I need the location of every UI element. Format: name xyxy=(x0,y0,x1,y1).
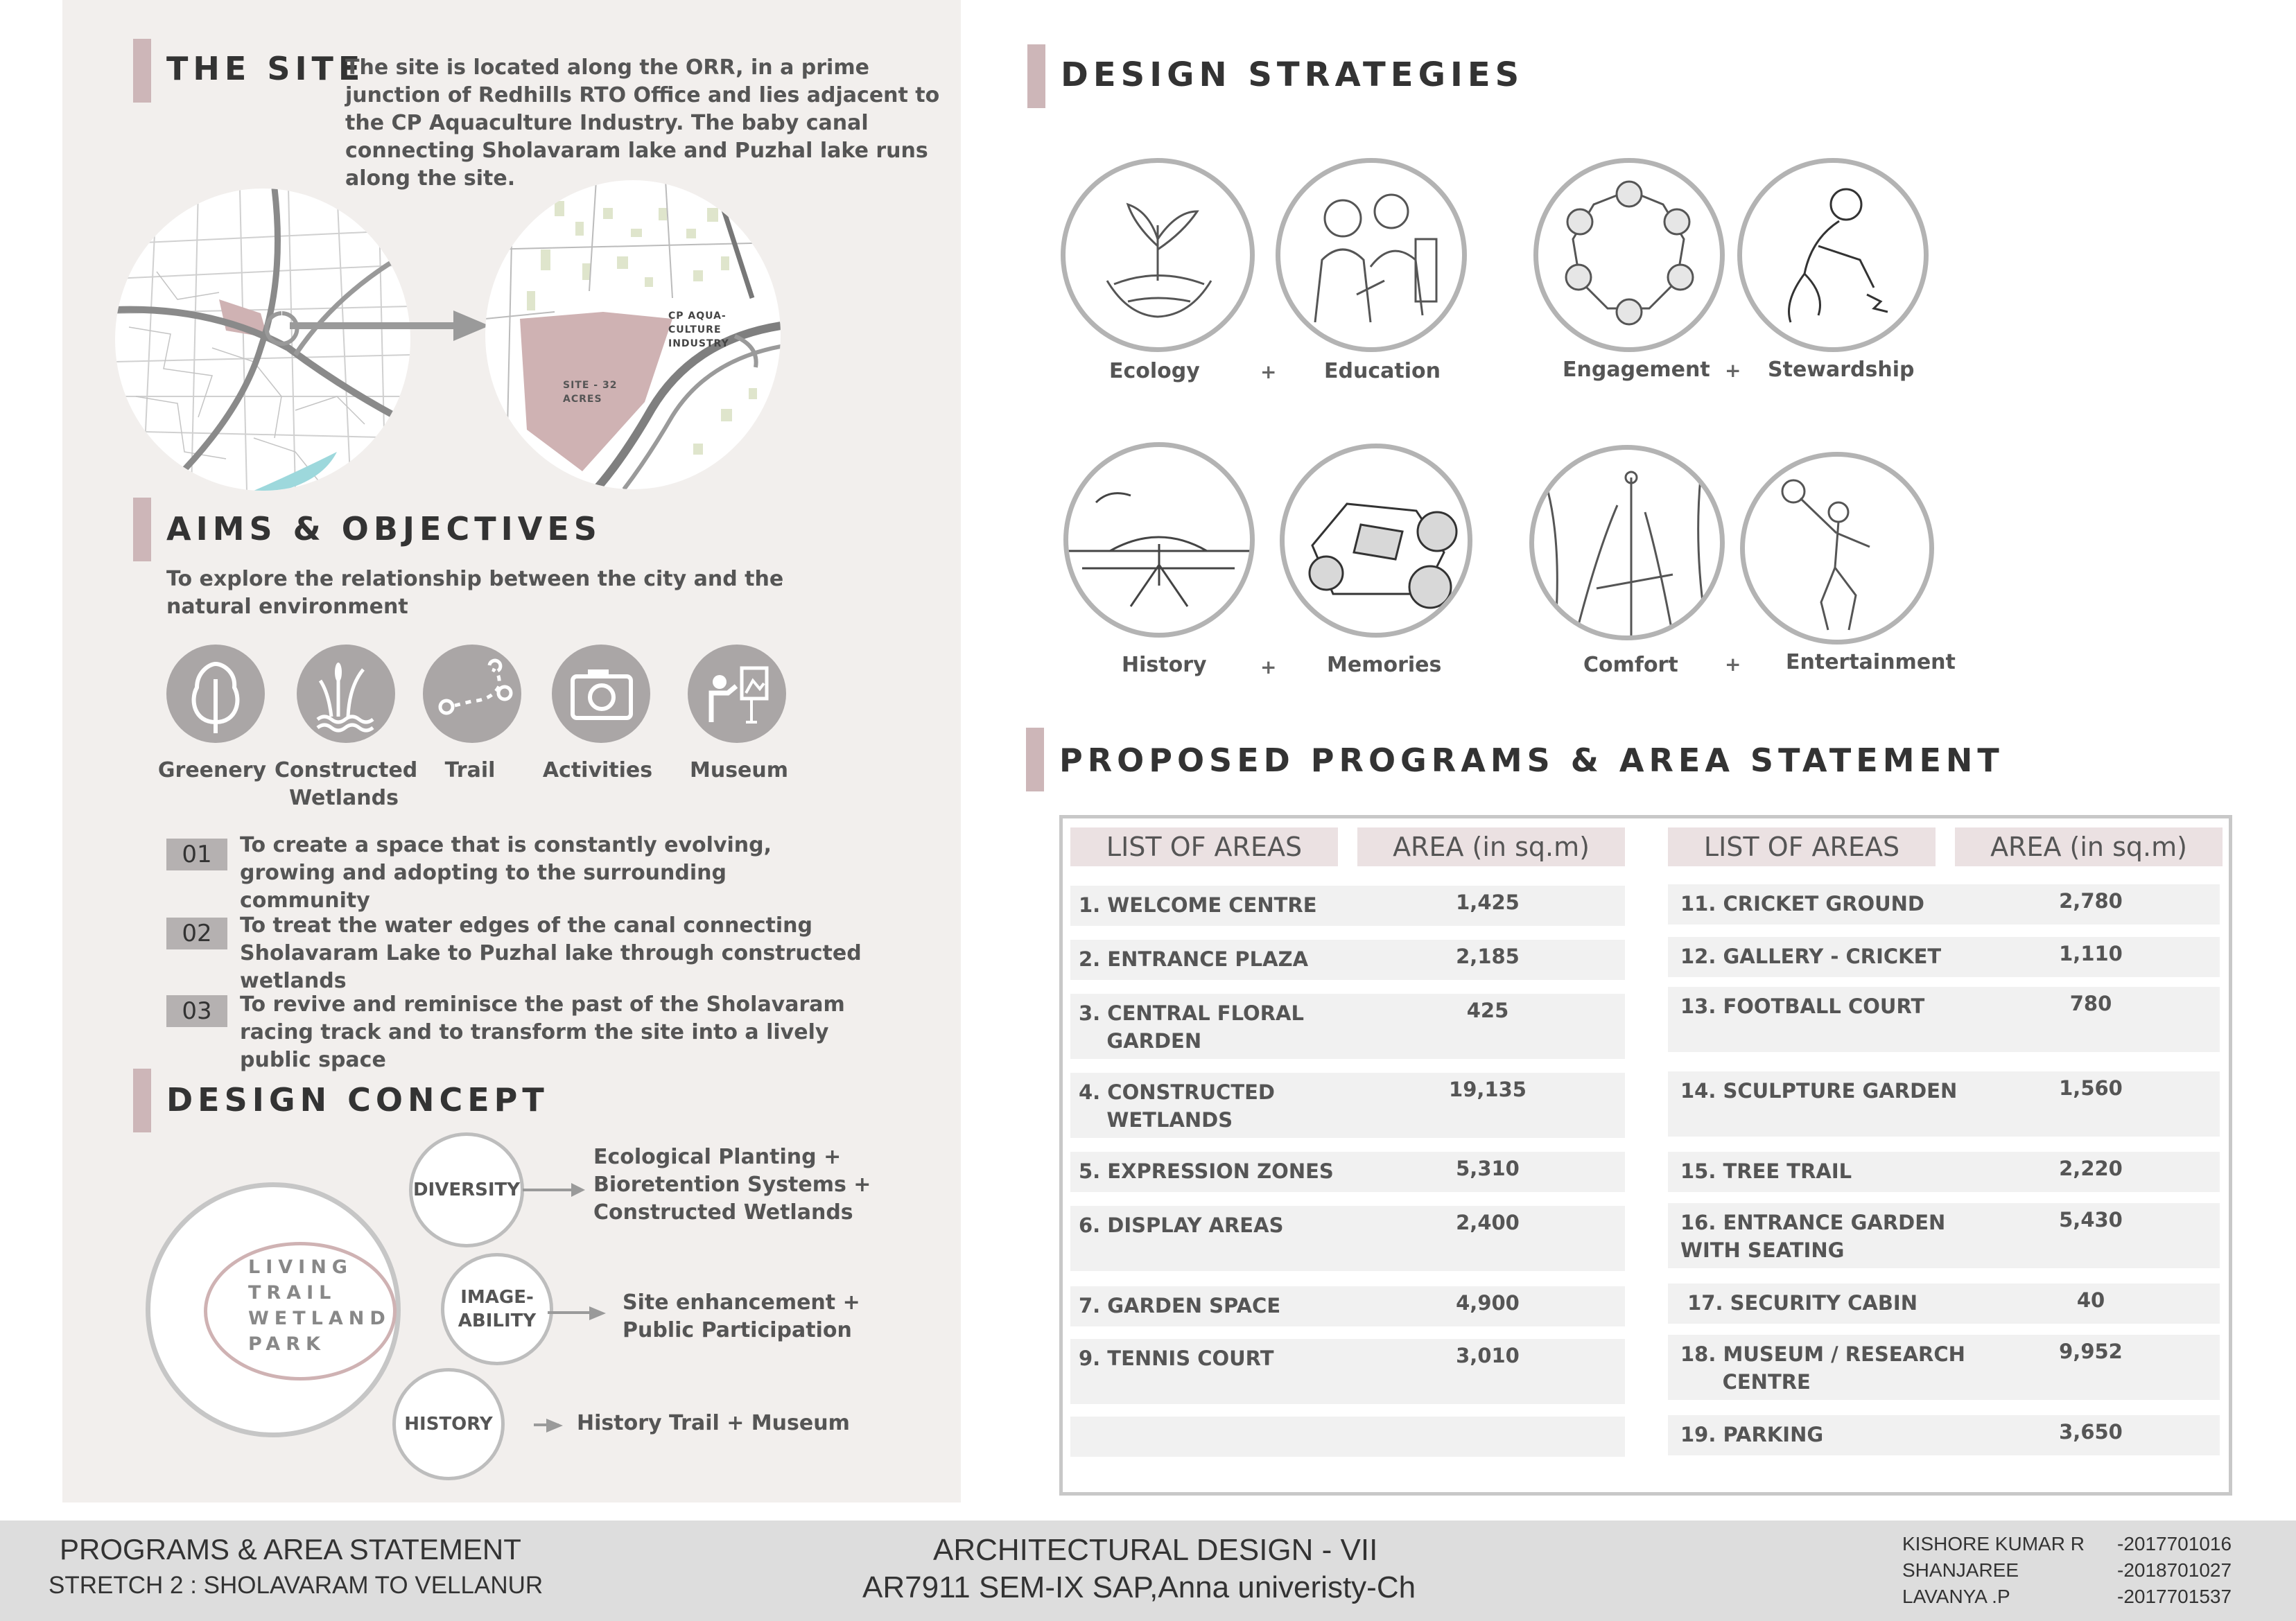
strategy-label-comfort: Comfort xyxy=(1583,653,1678,677)
museum-icon xyxy=(688,645,786,743)
area-value: 5,430 xyxy=(2059,1208,2123,1232)
concept-title: DESIGN CONCEPT xyxy=(166,1081,549,1119)
team-member-id: -2018701027 xyxy=(2117,1559,2232,1581)
concept-text-imageability: Site enhancement + Public Participation xyxy=(623,1290,860,1342)
area-value: 1,425 xyxy=(1456,891,1520,914)
section-accent-bar xyxy=(133,1069,151,1132)
arrow-right-icon xyxy=(543,1418,571,1433)
area-name: 5. EXPRESSION ZONES xyxy=(1079,1159,1334,1183)
section-accent-bar xyxy=(133,498,151,561)
concept-arrows xyxy=(513,1171,596,1448)
aims-intro: To explore the relationship between the city and the natural environment xyxy=(166,567,784,619)
concept-text-history: History Trail + Museum xyxy=(577,1411,850,1435)
strategies-title: DESIGN STRATEGIES xyxy=(1061,55,1524,94)
area-name: 17. SECURITY CABIN xyxy=(1680,1291,1917,1315)
team-member-name: LAVANYA .P xyxy=(1902,1586,2010,1607)
objective-number: 03 xyxy=(166,995,227,1027)
objective-number: 01 xyxy=(166,839,227,870)
area-name: 9. TENNIS COURT xyxy=(1079,1347,1274,1370)
footer-center-title: ARCHITECTURAL DESIGN - VII xyxy=(933,1533,1378,1567)
aim-label-museum: Museum xyxy=(689,758,789,782)
area-name: 6. DISPLAY AREAS xyxy=(1079,1213,1284,1237)
area-name: 13. FOOTBALL COURT xyxy=(1680,994,1925,1018)
area-value: 40 xyxy=(2076,1288,2105,1312)
area-value: 2,220 xyxy=(2059,1157,2123,1180)
area-value: 2,185 xyxy=(1456,945,1520,968)
area-value: 3,650 xyxy=(2059,1420,2123,1444)
area-name: 7. GARDEN SPACE xyxy=(1079,1294,1281,1317)
area-name: 14. SCULPTURE GARDEN xyxy=(1680,1079,1958,1103)
plant-hands-icon xyxy=(1061,158,1255,352)
area-value: 425 xyxy=(1466,999,1509,1022)
area-name: 2. ENTRANCE PLAZA xyxy=(1079,947,1309,971)
concept-node-diversity: DIVERSITY xyxy=(409,1132,524,1247)
area-name: 1. WELCOME CENTRE xyxy=(1079,893,1317,917)
arrow-right-icon xyxy=(586,1306,614,1321)
concept-node-imageability: IMAGE- ABILITY xyxy=(441,1253,553,1365)
area-value: 1,110 xyxy=(2059,942,2123,965)
map-label-site: SITE - 32 ACRES xyxy=(563,380,618,405)
area-value: 9,952 xyxy=(2059,1340,2123,1363)
objective-text: To create a space that is constantly evolving, growing and adopting to the surrounding community xyxy=(240,833,772,913)
column-header-size: AREA (in sq.m) xyxy=(1357,827,1625,866)
strategy-label-entertainment: Entertainment xyxy=(1786,650,1956,674)
area-value: 4,900 xyxy=(1456,1291,1520,1315)
camera-icon xyxy=(552,645,650,743)
footer-center-subtitle: AR7911 SEM-IX SAP,Anna univeristy-Ch xyxy=(862,1570,1416,1604)
objective-number: 02 xyxy=(166,918,227,949)
plus-sign: + xyxy=(1725,653,1741,676)
strategy-label-history: History xyxy=(1122,653,1207,677)
map-arrow-icon xyxy=(290,305,491,350)
team-member-name: SHANJAREE xyxy=(1902,1559,2019,1581)
tree-icon xyxy=(166,645,265,743)
trail-icon xyxy=(423,645,521,743)
team-member-id: -2017701537 xyxy=(2117,1586,2232,1607)
area-name: 3. CENTRAL FLORAL GARDEN xyxy=(1079,1001,1304,1053)
area-value: 1,560 xyxy=(2059,1076,2123,1100)
footer-left-subtitle: STRETCH 2 : SHOLAVARAM TO VELLANUR xyxy=(49,1572,543,1599)
footer-left-title: PROGRAMS & AREA STATEMENT xyxy=(60,1533,521,1566)
aims-title: AIMS & OBJECTIVES xyxy=(166,510,602,547)
area-name: 19. PARKING xyxy=(1680,1423,1824,1446)
concept-node-history: HISTORY xyxy=(392,1368,505,1480)
area-value: 3,010 xyxy=(1456,1344,1520,1367)
site-description: The site is located along the ORR, in a prime junction of Redhills RTO Office and lies adjacent to the CP Aquaculture Industry. The baby canal connecting Sholavaram lake and Puzhal lake runs along the site. xyxy=(345,55,940,191)
area-name: 18. MUSEUM / RESEARCH CENTRE xyxy=(1680,1342,1965,1394)
table-row xyxy=(1070,1417,1625,1457)
concept-center-label: LIVING TRAIL WETLAND PARK xyxy=(248,1256,391,1355)
area-value: 5,310 xyxy=(1456,1157,1520,1180)
area-value: 780 xyxy=(2069,992,2112,1015)
area-name: 16. ENTRANCE GARDEN WITH SEATING xyxy=(1680,1211,1946,1262)
area-name: 12. GALLERY - CRICKET xyxy=(1680,945,1942,968)
park-path-icon xyxy=(1529,445,1725,640)
area-name: 4. CONSTRUCTED WETLANDS xyxy=(1079,1080,1275,1132)
strategy-label-ecology: Ecology xyxy=(1109,359,1200,383)
plus-sign: + xyxy=(1260,656,1277,678)
site-map xyxy=(485,180,781,489)
basketball-player-icon xyxy=(1740,452,1934,645)
area-value: 2,400 xyxy=(1456,1211,1520,1234)
race-car-icon xyxy=(1280,444,1472,638)
section-accent-bar xyxy=(1026,728,1044,791)
concept-text-diversity: Ecological Planting + Bioretention Systems + Constructed Wetlands xyxy=(593,1145,871,1225)
strategy-label-stewardship: Stewardship xyxy=(1768,358,1915,382)
section-accent-bar xyxy=(133,39,151,103)
airplane-icon xyxy=(1063,442,1255,638)
scientists-icon xyxy=(1276,158,1467,352)
strategy-label-education: Education xyxy=(1324,359,1441,383)
team-member-id: -2017701016 xyxy=(2117,1533,2232,1554)
strategy-label-engagement: Engagement xyxy=(1563,358,1710,382)
aim-label-activities: Activities xyxy=(542,758,653,782)
area-value: 19,135 xyxy=(1449,1078,1527,1101)
plus-sign: + xyxy=(1260,360,1277,383)
aim-label-wetlands: Constructed Wetlands xyxy=(275,758,418,810)
map-label-industry: CP AQUA- CULTURE INDUSTRY xyxy=(668,310,729,349)
column-header-size: AREA (in sq.m) xyxy=(1955,827,2223,866)
area-value: 2,780 xyxy=(2059,889,2123,913)
team-member-name: KISHORE KUMAR R xyxy=(1902,1533,2085,1554)
column-header-areas: LIST OF AREAS xyxy=(1668,827,1936,866)
joined-hands-icon xyxy=(1533,158,1725,352)
objective-text: To revive and reminisce the past of the Sholavaram racing track and to transform the site into a lively public space xyxy=(240,992,845,1072)
aim-label-trail: Trail xyxy=(444,758,496,782)
reeds-icon xyxy=(297,645,395,743)
objective-text: To treat the water edges of the canal connecting Sholavaram Lake to Puzhal lake through constructed wetlands xyxy=(240,913,862,993)
column-header-areas: LIST OF AREAS xyxy=(1070,827,1338,866)
plus-sign: + xyxy=(1725,359,1741,382)
programs-title: PROPOSED PROGRAMS & AREA STATEMENT xyxy=(1059,742,2004,779)
area-name: 11. CRICKET GROUND xyxy=(1680,892,1924,915)
gardener-icon xyxy=(1737,158,1929,352)
area-name: 15. TREE TRAIL xyxy=(1680,1159,1852,1183)
aim-label-greenery: Greenery xyxy=(157,758,267,782)
site-title: THE SITE xyxy=(166,50,365,87)
section-accent-bar xyxy=(1027,44,1045,108)
strategy-label-memories: Memories xyxy=(1327,653,1442,677)
